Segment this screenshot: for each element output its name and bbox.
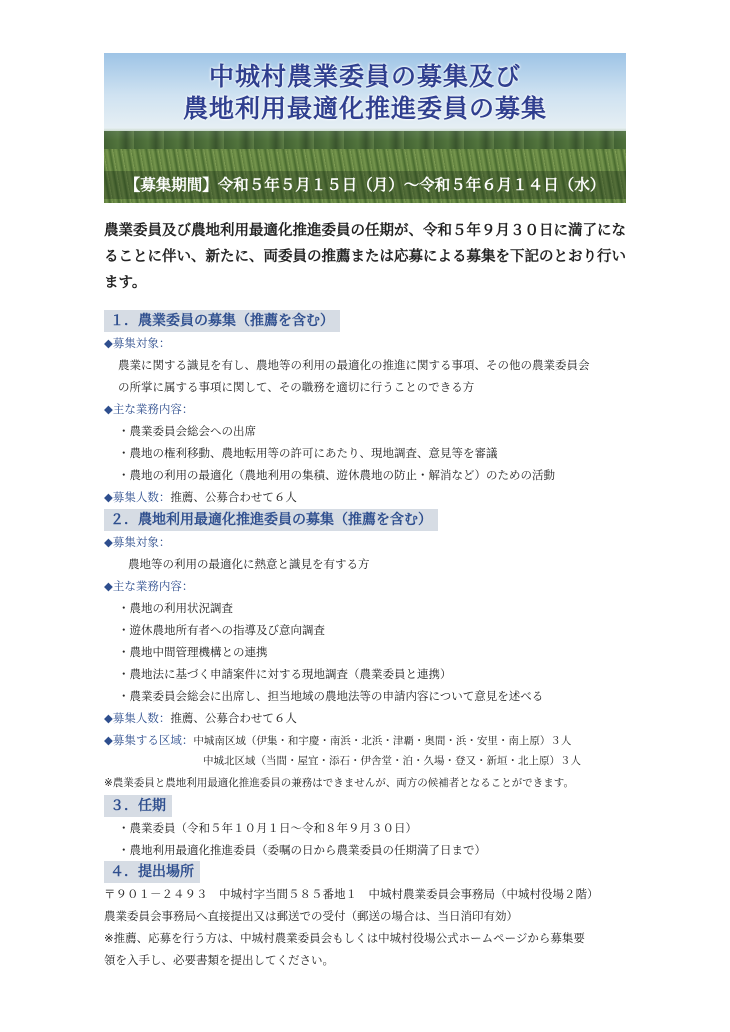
section2-duty: ・農地の利用状況調査: [118, 601, 233, 615]
section3-item: ・農地利用最適化推進委員（委嘱の日から農業委員の任期満了日まで）: [118, 843, 486, 857]
section4-heading: ４．提出場所: [104, 861, 200, 883]
section1-duty: ・農業委員会総会への出席: [118, 424, 256, 438]
submission-note1: ※推薦、応募を行う方は、中城村農業委員会もしくは中城村役場公式ホームページから募集要: [104, 931, 585, 945]
recruitment-period: 【募集期間】令和５年５月１５日（月）～令和５年６月１４日（水）: [104, 171, 626, 199]
section1-heading: １．農業委員の募集（推薦を含む）: [104, 310, 340, 332]
submission-method: 農業委員会事務局へ直接提出又は郵送での受付（郵送の場合は、当日消印有効）: [104, 909, 518, 923]
banner-title-line2: 農地利用最適化推進委員の募集: [182, 94, 547, 123]
section2-area1: 中城南区域（伊集・和宇慶・南浜・北浜・津覇・奥間・浜・安里・南上原）３人: [193, 735, 572, 747]
dual-role-note: ※農業委員と農地利用最適化推進委員の兼務はできませんが、両方の候補者となることができます。: [104, 777, 574, 789]
section2-duties-label: ◆主な業務内容：: [104, 579, 194, 593]
section1-target-text2: の所掌に属する事項に関して、その職務を適切に行うことのできる方: [118, 380, 475, 394]
section2-area: [104, 732, 571, 749]
banner-tree-line: [104, 131, 626, 151]
section2-duty: ・農業委員会総会に出席し、担当地域の農地法等の申請内容について意見を述べる: [118, 689, 544, 703]
submission-note2: 領を入手し、必要書類を提出してください。: [104, 953, 334, 967]
section2-count-label: ◆募集人数：: [104, 711, 171, 725]
banner-title-line1: 中城村農業委員の募集及び: [208, 62, 521, 91]
section2-count-text: 推薦、公募合わせて６人: [170, 711, 297, 725]
section2-target-label: ◆募集対象：: [104, 535, 171, 549]
section3-item: ・農業委員（令和５年１０月１日～令和８年９月３０日）: [118, 821, 417, 835]
section2-duty: ・農地法に基づく申請案件に対する現地調査（農業委員と連携）: [118, 667, 452, 681]
section2-area-label: ◆募集する区域：: [104, 733, 194, 747]
section2-count: [104, 710, 297, 726]
section1-duty: ・農地の権利移動、農地転用等の許可にあたり、現地調査、意見等を審議: [118, 446, 498, 460]
section2-heading: ２．農地利用最適化推進委員の募集（推薦を含む）: [104, 509, 438, 531]
section3-heading: ３．任期: [104, 795, 172, 817]
section1-target-text1: 農業に関する識見を有し、農地等の利用の最適化の推進に関する事項、その他の農業委員会: [118, 358, 590, 372]
section2-duty: ・農地中間管理機構との連携: [118, 645, 268, 659]
header-banner: [104, 53, 626, 203]
section1-count: [104, 489, 297, 505]
submission-address: 〒９０１－２４９３ 中城村字当間５８５番地１ 中城村農業委員会事務局（中城村役場２階）: [104, 887, 599, 901]
section2-duty: ・遊休農地所有者への指導及び意向調査: [118, 623, 325, 637]
section2-area2: 中城北区域（当間・屋宜・添石・伊舎堂・泊・久場・登又・新垣・北上原）３人: [203, 755, 581, 767]
intro-paragraph: 農業委員及び農地利用最適化推進委員の任期が、令和５年９月３０日に満了になることに伴い、新たに、両委員の推薦または応募による募集を下記のとおり行います。: [104, 223, 626, 291]
section1-count-text: 推薦、公募合わせて６人: [170, 490, 297, 504]
section1-duty: ・農地の利用の最適化（農地利用の集積、遊休農地の防止・解消など）のための活動: [118, 468, 555, 482]
section1-target-label: ◆募集対象：: [104, 336, 171, 350]
section2-target-text: 農地等の利用の最適化に熱意と識見を有する方: [128, 557, 370, 571]
section1-duties-label: ◆主な業務内容：: [104, 402, 194, 416]
section1-count-label: ◆募集人数：: [104, 490, 171, 504]
